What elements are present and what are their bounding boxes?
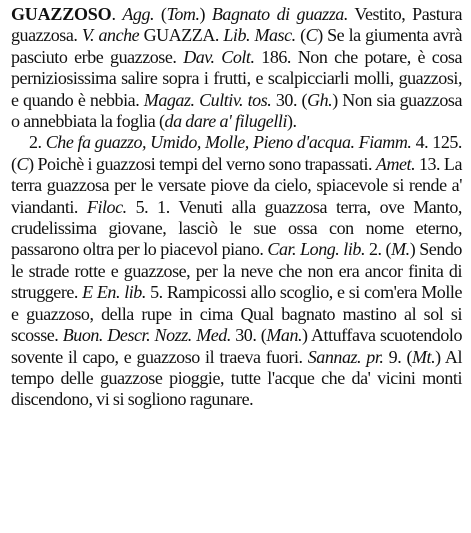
citation-source: Buon. Descr. Nozz. Med. <box>62 325 231 346</box>
text-run: ) Al tempo delle guazzose pioggie, tutte l'acque che da' vicini monti discendono, vi si sogliono ragunare. <box>11 346 462 410</box>
citation-source: Sannaz. pr. <box>307 346 384 367</box>
definition-text: Che fa guazzo, Umido, Molle, Pieno d'acqua. <box>45 132 355 153</box>
text-run: ( <box>295 25 306 46</box>
citation-source: Amet. <box>375 153 416 174</box>
grammar-abbrev: Agg. <box>122 4 155 24</box>
source-tag: Mt. <box>412 346 436 367</box>
text-run: 9. ( <box>383 346 412 367</box>
source-tag: Man. <box>266 325 303 346</box>
text-run: . <box>111 4 123 24</box>
citation-source: Lib. Masc. <box>223 25 296 46</box>
text-run: 30. ( <box>230 325 267 346</box>
text-run: Vestito, Pastura guazzosa. <box>11 4 462 46</box>
text-run: ) Se la giumenta avrà pasciuto erbe guazzose. <box>11 25 463 67</box>
definition-paragraph-2 <box>11 132 462 410</box>
citation-source: Magaz. Cultiv. tos. <box>143 89 272 110</box>
text-run: 2. ( <box>365 239 392 260</box>
text-run: 5. 1. Venuti alla guazzosa terra, ove Manto, crudelissima giovane, lasciò le sue ossa con nome eterno, passarono oltra per lo piacevol piano. <box>11 196 462 260</box>
cross-reference-label: V. anche <box>81 25 140 46</box>
text-run: ( <box>154 4 167 24</box>
source-tag: Gh. <box>307 89 333 110</box>
definition-text: Bagnato di guazza. <box>211 4 348 24</box>
text-run: ). <box>287 111 297 132</box>
text-run: ) Poichè i guazzosi tempi del verno sono trapassati. <box>28 153 376 174</box>
text-run: ) Non sia guazzosa o annebbiata la foglia ( <box>11 89 462 132</box>
source-tag: Tom. <box>166 4 200 24</box>
text-run: ) Sendo le strade rotte e guazzose, per la neve che non era ancor finita di struggere. <box>11 239 462 303</box>
text-run: 13. La terra guazzosa per le versate piove da cielo, spiacevole si rende a' viandanti. <box>11 153 462 217</box>
text-run: 186. Non che potare, è cosa perniziosissima salire sopra i frutti, e scalpicciarli molli, guazzosi, e quando è nebbia. <box>11 46 462 110</box>
source-tag: M. <box>391 239 410 260</box>
text-run: 30. ( <box>271 89 308 110</box>
source-tag: C <box>305 25 318 46</box>
text-run: ) Attuffava scuotendolo sovente il capo, e guazzoso il traeva fuori. <box>11 325 462 367</box>
gloss-text: da dare a' filugelli <box>164 111 288 132</box>
source-tag: C <box>16 153 29 174</box>
sense-number: 2. <box>29 132 46 153</box>
headword: GUAZZOSO <box>11 4 112 24</box>
text-run: 5. Rampicossi allo scoglio, e si com'era Molle e guazzoso, della rupe in cima Qual bagnato mastino al sol si scosse. <box>11 282 462 346</box>
text-run: GUAZZA. <box>139 25 224 46</box>
text-run: ) <box>199 4 212 24</box>
citation-source: E En. lib. <box>82 282 146 303</box>
citation-source: Car. Long. lib. <box>267 239 366 260</box>
citation-source: Fiamm. <box>358 132 412 153</box>
text-run: 4. 125. ( <box>11 132 462 174</box>
citation-source: Dav. Colt. <box>183 46 255 67</box>
definition-paragraph-1 <box>11 4 462 132</box>
citation-source: Filoc. <box>86 196 127 217</box>
